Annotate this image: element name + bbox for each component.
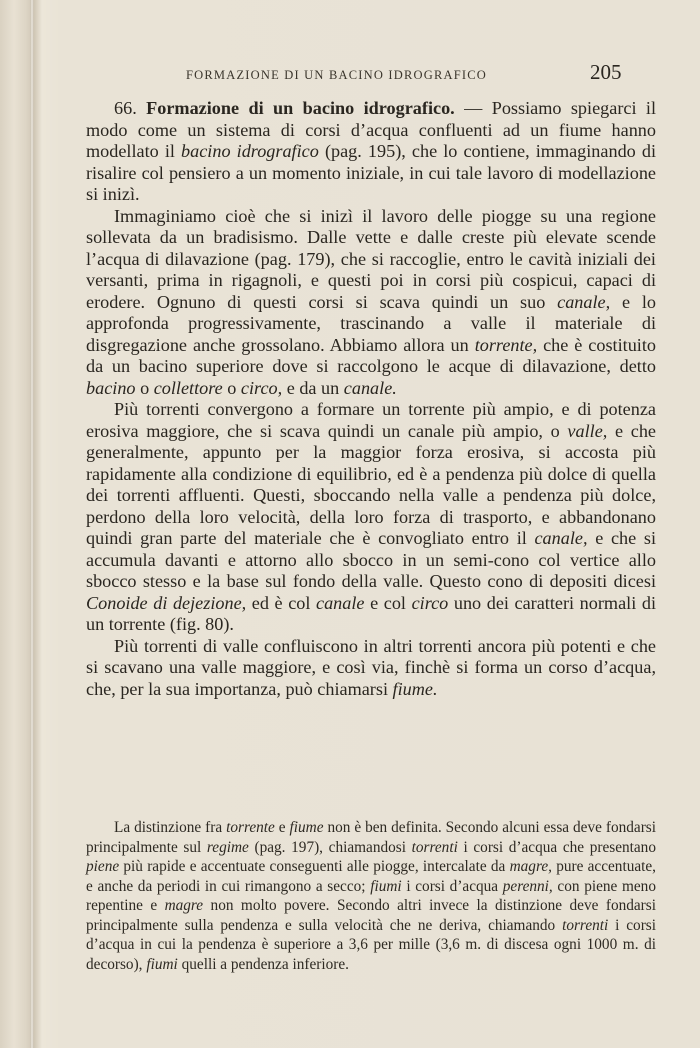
- text-run: uno dei caratteri normali di un torrente (fig. 80).: [86, 592, 656, 634]
- italic-term: torrenti: [562, 916, 609, 934]
- section-dash: —: [454, 98, 492, 118]
- italic-term: fiumi: [370, 877, 402, 895]
- italic-term: fiumi: [146, 955, 178, 973]
- italic-term: circo,: [240, 377, 283, 398]
- italic-term: fiume: [289, 819, 324, 836]
- italic-term: torrenti: [411, 838, 458, 856]
- text-run: che è costituito da un bacino superiore dove si raccolgono le acque di dilavazione, detto: [86, 334, 656, 376]
- italic-term: regime: [206, 838, 249, 856]
- paragraph: [86, 399, 656, 636]
- text-run: Possiamo spiegarci il modo come un sistema di corsi d’acqua confluenti ad un fiume hanno modellato il: [86, 98, 657, 161]
- text-run: quelli a pendenza inferiore.: [177, 955, 349, 973]
- italic-term: Conoide di dejezione,: [86, 592, 247, 613]
- italic-term: bacino: [86, 377, 136, 398]
- text-run: pure accentuate, e anche da periodi in cui rimangono a secco;: [86, 858, 657, 895]
- binding-gutter: [30, 0, 34, 1048]
- italic-term: torrente,: [474, 334, 538, 355]
- italic-term: perenni,: [502, 877, 553, 895]
- text-run: non molto povere. Secondo altri invece la distinzione deve fondarsi principalmente sulla pendenza e sulla velocità che ne deriva, chiamando: [86, 897, 656, 934]
- section-number: 66.: [114, 98, 137, 118]
- text-run: e che si accumula davanti e attorno allo sbocco in un semi-cono col vertice allo sbocco stesso e la base sul fondo della valle. Questo cono di depositi dicesi: [86, 528, 656, 591]
- paragraph: [86, 206, 656, 400]
- italic-term: collettore: [153, 377, 223, 398]
- page-number: 205: [590, 60, 622, 84]
- italic-term: bacino idrografico: [181, 141, 319, 161]
- text-run: non è ben definita. Secondo alcuni essa deve fondarsi principalmente sul: [86, 819, 656, 856]
- text-run: (pag. 197), chiamandosi: [248, 838, 412, 856]
- text-run: e lo approfonda progressivamente, trascinando a valle il materiale di disgregazione anche grossolano. Abbiamo allora un: [86, 291, 656, 355]
- text-run: e: [274, 819, 290, 836]
- text-run: più rapide e accentuate conseguenti alle piogge, intercalate da: [119, 858, 510, 875]
- text-run: Più torrenti di valle confluiscono in altri torrenti ancora più potenti e che si scavano una valle maggiore, e così via, finchè si forma un corso d’acqua, che, per la sua importanza, può chiamarsi: [86, 635, 656, 699]
- italic-term: valle,: [567, 420, 608, 441]
- text-run: (pag. 195), che lo contiene, immaginando di risalire col pensiero a un momento iniziale, in cui tale lavoro di modellazione si inizì.: [86, 141, 657, 204]
- italic-term: canale.: [343, 377, 397, 398]
- text-run: Immaginiamo cioè che si inizì il lavoro delle piogge su una regione sollevata da un bradisismo. Dalle vette e dalle creste più elevate scende l’acqua di dilavazione (pag. 179), che si raccoglie, entro le cavità iniziali dei versanti, prima in rigagnoli, e questi poi in corsi più cospicui, capaci di erodere. Ognuno di questi corsi si scava quindi un suo: [86, 205, 656, 312]
- text-run: o: [222, 377, 241, 398]
- text-run: con piene meno repentine e: [86, 877, 656, 914]
- italic-term: piene: [86, 858, 120, 875]
- italic-term: magre,: [509, 858, 552, 875]
- text-run: o: [135, 377, 154, 398]
- main-text: [86, 98, 656, 700]
- text-run: La distinzione fra: [114, 819, 227, 836]
- italic-term: canale,: [534, 528, 588, 548]
- text-run: i corsi d’acqua in cui la pendenza è superiore a 3,6 per mille (3,6 m. di discesa ogni 1000 m. di decorso),: [86, 916, 657, 973]
- italic-term: fiume.: [392, 678, 438, 699]
- paragraph: [86, 98, 656, 206]
- footnote: [86, 818, 656, 974]
- italic-term: magre: [164, 897, 204, 914]
- italic-term: canale: [316, 592, 365, 613]
- section-title: Formazione di un bacino idrografico.: [146, 98, 455, 118]
- italic-term: canale,: [557, 291, 611, 312]
- text-run: ed è col: [246, 592, 317, 613]
- text-run: e che generalmente, appunto per la maggior forza erosiva, si accosta più rapidamente alla condizione di equilibrio, ed è a pendenza più dolce di quella dei torrenti affluenti. Questi, sboccando nella valle a pendenza più dolce, perdono della loro velocità, della loro forza di trasporto, e abbandonano quindi gran parte del materiale che è convogliato entro il: [86, 420, 656, 548]
- footnote-paragraph: [86, 818, 656, 974]
- text-run: e col: [364, 592, 412, 613]
- text-run: i corsi d’acqua che presentano: [457, 838, 656, 856]
- running-head: FORMAZIONE DI UN BACINO IDROGRAFICO: [186, 68, 488, 82]
- text-run: i corsi d’acqua: [401, 877, 503, 895]
- text-run: Più torrenti convergono a formare un torrente più ampio, e di potenza erosiva maggiore, che si scava quindi un canale più ampio, o: [86, 399, 656, 441]
- paragraph: [86, 636, 656, 701]
- italic-term: circo: [411, 592, 449, 613]
- text-run: e da un: [282, 377, 344, 398]
- italic-term: torrente: [226, 819, 275, 836]
